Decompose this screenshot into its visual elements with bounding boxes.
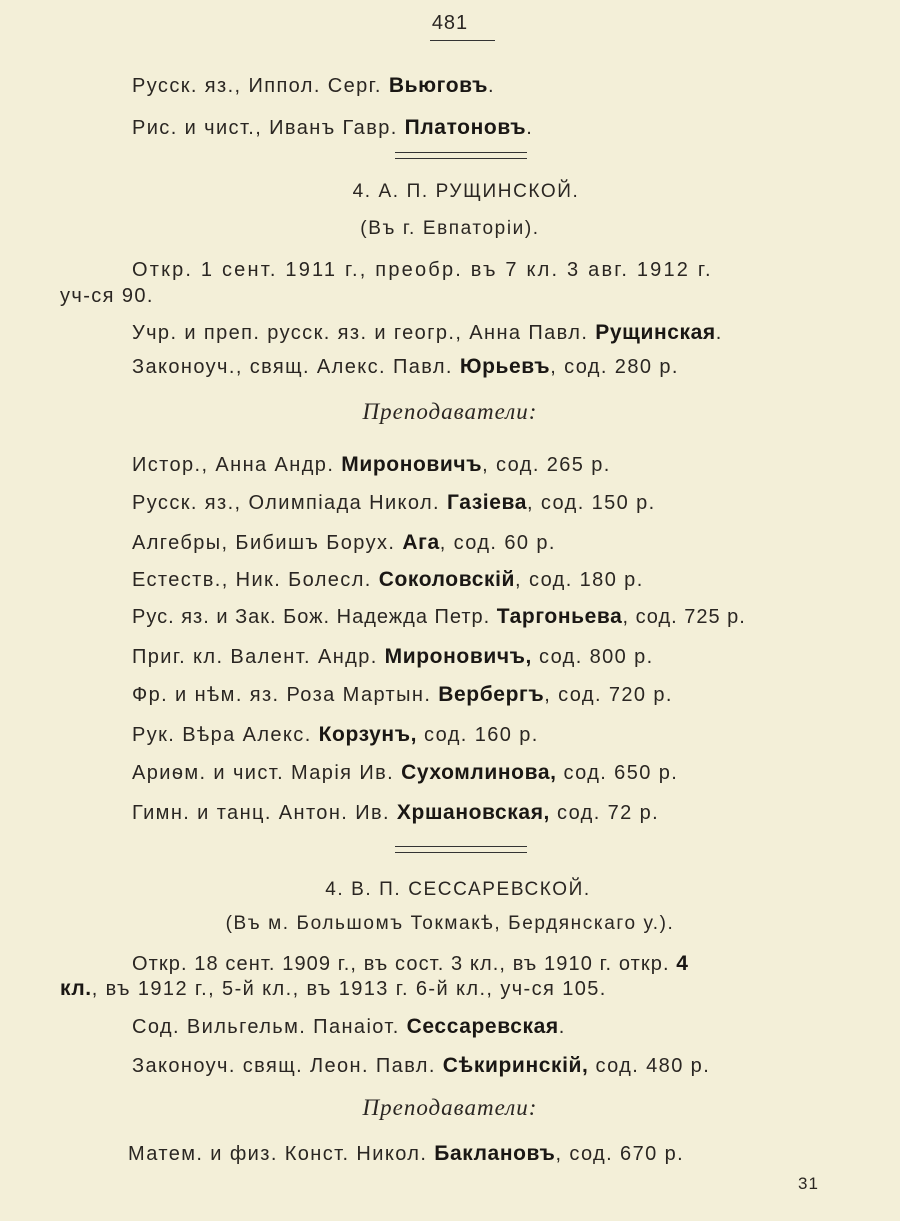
- teacher-line: Гимн. и танц. Антон. Ив. Хршановская, сод. 72 р.: [132, 801, 660, 824]
- page-number-rule: [430, 40, 495, 41]
- opening-info: Откр. 18 сент. 1909 г., въ сост. 3 кл., въ 1910 г. откр. 4: [132, 952, 689, 975]
- teacher-line: Приг. кл. Валент. Андр. Мироновичъ, сод. 800 р.: [132, 645, 654, 668]
- signature-number: 31: [798, 1174, 819, 1193]
- page-number: 481: [431, 12, 469, 34]
- teacher-line: Алгебры, Бибишъ Борух. Ага, сод. 60 р.: [132, 531, 556, 554]
- opening-info: Откр. 1 сент. 1911 г., преобр. въ 7 кл. 3 авг. 1912 г.: [132, 259, 713, 281]
- teacher-line: Рук. Вѣра Алекс. Корзунъ, сод. 160 р.: [132, 723, 539, 746]
- teacher-line: Рус. яз. и Зак. Бож. Надежда Петр. Таргоньева, сод. 725 р.: [132, 605, 746, 628]
- teacher-line: Истор., Анна Андр. Мироновичъ, сод. 265 р.: [132, 453, 611, 476]
- opening-info-cont: уч-ся 90.: [60, 285, 154, 307]
- section-divider: [395, 846, 527, 853]
- teachers-heading: Преподаватели:: [362, 1095, 538, 1120]
- school-title: 4. А. П. РУЩИНСКОЙ.: [352, 181, 580, 202]
- section-divider: [395, 152, 527, 159]
- priest-line: Законоуч., свящ. Алекс. Павл. Юрьевъ, сод. 280 р.: [132, 355, 679, 378]
- staff-line: Русск. яз., Иппол. Серг. Вьюговъ.: [132, 74, 495, 97]
- priest-line: Законоуч. свящ. Леон. Павл. Сѣкиринскій, сод. 480 р.: [132, 1054, 711, 1077]
- teacher-line: Ариѳм. и чист. Марія Ив. Сухомлинова, сод. 650 р.: [132, 761, 679, 784]
- teacher-line: Фр. и нѣм. яз. Роза Мартын. Вербергъ, сод. 720 р.: [132, 683, 673, 706]
- school-title: 4. В. П. СЕССАРЕВСКОЙ.: [325, 879, 591, 900]
- school-location: (Въ м. Большомъ Токмакѣ, Бердянскаго у.).: [225, 913, 675, 934]
- keeper-line: Сод. Вильгельм. Панаіот. Сессаревская.: [132, 1015, 566, 1038]
- founder-line: Учр. и преп. русск. яз. и геогр., Анна Павл. Рущинская.: [132, 321, 723, 344]
- teachers-heading: Преподаватели:: [362, 399, 538, 424]
- staff-line: Рис. и чист., Иванъ Гавр. Платоновъ.: [132, 116, 534, 139]
- teacher-line: Матем. и физ. Конст. Никол. Баклановъ, сод. 670 р.: [128, 1142, 685, 1165]
- teacher-line: Русск. яз., Олимпіада Никол. Газіева, сод. 150 р.: [132, 491, 656, 514]
- opening-info-cont: кл., въ 1912 г., 5-й кл., въ 1913 г. 6-й кл., уч-ся 105.: [60, 977, 607, 1000]
- school-location: (Въ г. Евпаторіи).: [360, 218, 540, 239]
- teacher-line: Естеств., Ник. Болесл. Соколовскій, сод. 180 р.: [132, 568, 644, 591]
